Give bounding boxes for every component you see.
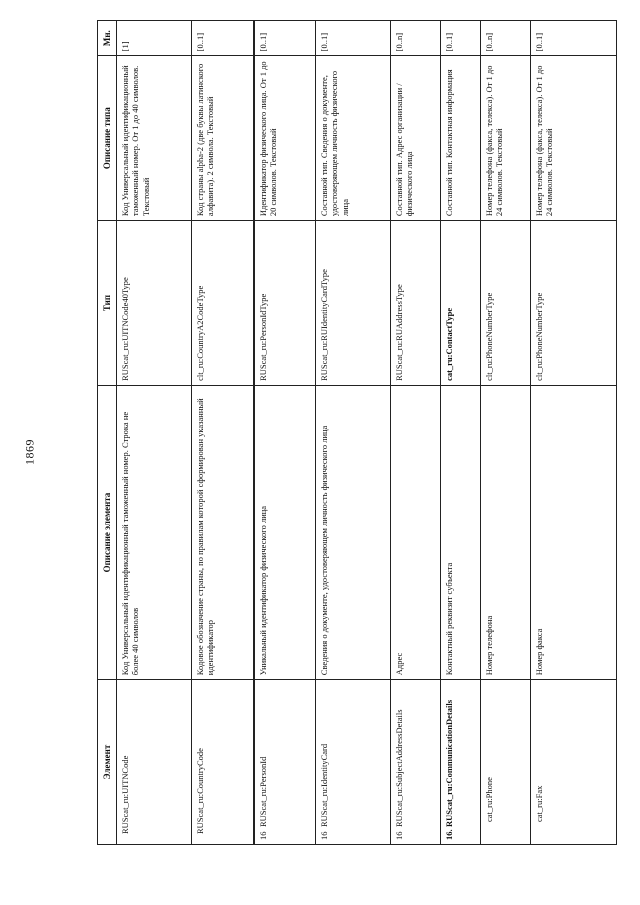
element-name: RUScat_ru:PersonId	[257, 756, 268, 827]
element-name: RUScat_ru:UITNCode	[120, 755, 130, 834]
element-name: cat_ru:Fax	[534, 785, 544, 822]
multiplicity: [0..1]	[192, 21, 254, 56]
type-desc: Идентификатор физического лица. От 1 до 20 символов. Текстовый	[254, 56, 316, 221]
type-name: cat_ru:ContactType	[441, 221, 481, 386]
multiplicity: [0..1]	[531, 21, 617, 56]
element-desc: Контактный реквизит субъекта	[441, 385, 481, 679]
element-name: RUScat_ru:CommunicationDetails	[444, 699, 454, 827]
header-element: Элемент	[98, 680, 117, 845]
multiplicity: [0..1]	[254, 21, 316, 56]
type-desc: Код Универсальный идентификационный таможенный номер. От 1 до 40 символов. Текстовый	[117, 56, 192, 221]
element-desc: Уникальный идентификатор физического лица	[254, 385, 316, 679]
type-name: RUScat_ru:RUAddressType	[391, 221, 441, 386]
table-row	[531, 21, 617, 845]
type-desc: Составной тип. Адрес организации / физического лица	[391, 56, 441, 221]
table-row	[391, 21, 441, 845]
element-desc: Адрес	[391, 385, 441, 679]
element-name: RUScat_ru:IdentityCard	[319, 743, 329, 827]
element-desc: Код Универсальный идентификационный таможенный номер. Строка не более 40 символов	[117, 385, 192, 679]
header-mult: Мн.	[98, 21, 117, 56]
type-name: RUScat_ru:UITNCode40Type	[117, 221, 192, 386]
element-desc: Номер телефона	[481, 385, 531, 679]
row-number: 16	[319, 831, 329, 840]
page-number: 1869	[22, 439, 37, 465]
header-element-desc: Описание элемента	[98, 385, 117, 679]
type-desc: Номер телефона (факса, телекса). От 1 до 24 символов. Текстовый	[481, 56, 531, 221]
type-name: clt_ru:CountryA2CodeType	[192, 221, 254, 386]
header-type-desc: Описание типа	[98, 56, 117, 221]
type-name: clt_ru:PhoneNumberType	[531, 221, 617, 386]
type-desc: Составной тип. Контактная информация	[441, 56, 481, 221]
element-name: RUScat_ru:SubjectAddressDetails	[394, 709, 404, 827]
multiplicity: [0..n]	[391, 21, 441, 56]
table-row	[254, 21, 316, 845]
table-row	[117, 21, 192, 845]
row-number: 16	[257, 831, 268, 840]
spec-table	[97, 20, 617, 845]
element-desc: Номер факса	[531, 385, 617, 679]
multiplicity: [0..n]	[481, 21, 531, 56]
type-desc: Код страны alpha-2 (две буквы латинского алфавита). 2 символа. Текстовый	[192, 56, 254, 221]
type-name: RUScat_ru:PersonIdType	[254, 221, 316, 386]
multiplicity: [0..1]	[441, 21, 481, 56]
table-header-row	[98, 21, 117, 845]
element-desc: Кодовое обозначение страны, по правилам которой сформирован указанный идентификатор	[192, 385, 254, 679]
table-row	[192, 21, 254, 845]
multiplicity: [1]	[117, 21, 192, 56]
table-row	[481, 21, 531, 845]
table-row	[316, 21, 391, 845]
type-name: clt_ru:PhoneNumberType	[481, 221, 531, 386]
element-name: cat_ru:Phone	[484, 777, 494, 822]
table-row	[441, 21, 481, 845]
type-name: RUScat_ru:RUIdentityCardType	[316, 221, 391, 386]
multiplicity: [0..1]	[316, 21, 391, 56]
element-desc: Сведения о документе, удостоверяющем личность физического лица	[316, 385, 391, 679]
header-type: Тип	[98, 221, 117, 386]
element-name: RUScat_ru:CountryCode	[195, 748, 205, 834]
row-number: 16	[394, 831, 404, 840]
row-number: 16.	[444, 829, 454, 840]
type-desc: Составной тип. Сведения о документе, удостоверяющем личность физического лица	[316, 56, 391, 221]
table-container	[97, 20, 617, 845]
type-desc: Номер телефона (факса, телекса). От 1 до 24 символов. Текстовый	[531, 56, 617, 221]
